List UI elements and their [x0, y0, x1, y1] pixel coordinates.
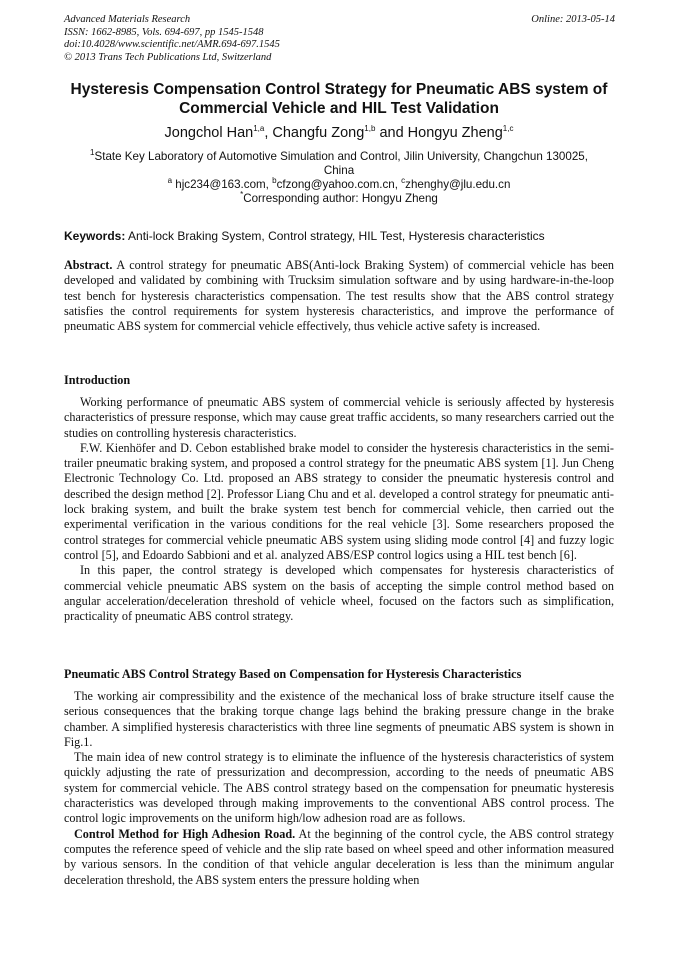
section-2-heading: Pneumatic ABS Control Strategy Based on Compensation for Hysteresis Characteristics — [64, 667, 522, 681]
email-line: $^a$ hjc234@163.com, $^b$cfzong@yahoo.com.cn, $^c$zhenghy@jlu.edu.cn — [167, 176, 511, 191]
intro-paragraph-1: Working performance of pneumatic ABS system of commercial vehicle is seriously affected by hysteresis characteristics of pressure response, which may cause great traffic accidents, so many researchers carried out the studies on controlling hysteresis characteristics. — [64, 395, 614, 440]
journal-header — [64, 14, 484, 64]
email-c[interactable]: zhenghy@jlu.edu.cn — [405, 178, 511, 191]
author-2: Changfu Zong — [272, 125, 365, 141]
author-1-affil: 1,a — [253, 124, 265, 134]
affiliation-line-2: China — [323, 164, 355, 177]
affiliation-line-1: $^1$State Key Laboratory of Automotive Simulation and Control, Jilin University, Changchun 130025, — [90, 148, 588, 163]
online-date: Online: 2013-05-14 — [531, 14, 615, 25]
title-line-1: Hysteresis Compensation Control Strategy for Pneumatic ABS system of — [70, 81, 608, 98]
intro-paragraph-3: In this paper, the control strategy is developed which compensates for hysteresis characteristics of commercial vehicle pneumatic ABS system on the basis of accepting the simple control method based on angular acceleration/deceleration threshold of vehicle wheel, focused on the factors such as simplification, practicality of pneumatic ABS control strategy. — [64, 563, 614, 624]
keywords-text: Anti-lock Braking System, Control strategy, HIL Test, Hysteresis characteristics — [125, 229, 545, 243]
email-a[interactable]: hjc234@163.com, — [172, 178, 273, 191]
abstract — [64, 258, 614, 334]
author-2-affil: 1,b — [364, 124, 376, 134]
keywords-label: Keywords: — [64, 229, 126, 243]
section-2-paragraph-2: The main idea of new control strategy is to eliminate the influence of the hysteresis characteristics of system quickly adjusting the rate of pressurization and decompression, according to the needs of pneumatic ABS system for commercial vehicle. The ABS control strategy based on the compensation for pneumatic hysteresis characteristics was developed through making improvements to the conventional ABS control process. The control logic improvements on the uniform high/low adhesion road are as follows. — [64, 750, 614, 826]
affiliation-sup: 1 — [90, 148, 95, 158]
author-separator: , — [264, 125, 273, 141]
abstract-text: A control strategy for pneumatic ABS(Anti-lock Braking System) of commercial vehicle has been developed and validated by combining with Trucksim simulation software and by using hardware-in-the-loop test bench for hysteresis characteristics compensation. The test results show that the ABS control strategy satisfies the control requirements for system hysteresis characteristics, and improve the performance of pneumatic ABS system for commercial vehicle effectively, thus vehicle active safety is increased. — [64, 258, 614, 334]
section-2-body — [64, 689, 614, 888]
intro-heading: Introduction — [64, 373, 131, 387]
abstract-label: Abstract. — [64, 258, 113, 272]
author-3: Hongyu Zheng — [407, 125, 503, 141]
intro-body — [64, 395, 614, 624]
title-line-2: Commercial Vehicle and HIL Test Validation — [179, 100, 499, 117]
corresponding-author: *Corresponding author: Hongyu Zheng — [240, 190, 438, 205]
keywords-line — [64, 229, 624, 243]
author-1: Jongchol Han — [164, 125, 254, 141]
intro-paragraph-2: F.W. Kienhöfer and D. Cebon established brake model to consider the hysteresis characteristics in the semi-trailer pneumatic braking system, and proposed a control strategy for the pneumatic ABS system [1]. Jun Cheng Electronic Technology Co. Ltd. proposed an ABS strategy to consider the pneumatic hysteresis control and described the design method [2]. Professor Liang Chu and et al. developed a control strategy for pneumatic anti-lock braking system, and built the brake system test bench for commercial vehicle, then carried out the experimental verification in the various conditions for the real vehicle [3]. Some researchers proposed the control strateges for commercial vehicle pneumatic ABS system using sliding mode control [4] and fuzzy logic control [5], and Edoardo Sabbioni and et al. analyzed ABS/ESP control logics using a HIL test bench [6]. — [64, 440, 614, 562]
issn-line: ISSN: 1662-8985, Vols. 694-697, pp 1545-1548 — [64, 26, 264, 38]
high-adhesion-label: Control Method for High Adhesion Road. — [74, 826, 296, 841]
copyright-line: © 2013 Trans Tech Publications Ltd, Switzerland — [64, 51, 272, 63]
email-b[interactable]: cfzong@yahoo.com.cn, — [276, 178, 402, 191]
author-3-affil: 1,c — [502, 124, 514, 134]
section-2-paragraph-3: Control Method for High Adhesion Road. At the beginning of the control cycle, the ABS control strategy computes the reference speed of vehicle and the slip rate based on wheel speed and other information measured by various sensors. In the condition of that vehicle angular deceleration is less than the minimum angular deceleration threshold, the ABS system enters the pressure holding when — [64, 826, 614, 887]
section-2-paragraph-1: The working air compressibility and the existence of the mechanical loss of brake structure itself cause the serious consequences that the braking torque change lags behind the braking pressure change in the brake chamber. A simplified hysteresis characteristics with three line segments of pneumatic ABS system is shown in Fig.1. — [64, 689, 614, 749]
paper-title — [40, 80, 638, 118]
author-list — [40, 124, 638, 142]
doi-line: doi:10.4028/www.scientific.net/AMR.694-697.1545 — [64, 39, 280, 50]
journal-name: Advanced Materials Research — [64, 14, 191, 25]
author-separator: and — [375, 125, 408, 141]
affiliation-block — [55, 150, 623, 206]
